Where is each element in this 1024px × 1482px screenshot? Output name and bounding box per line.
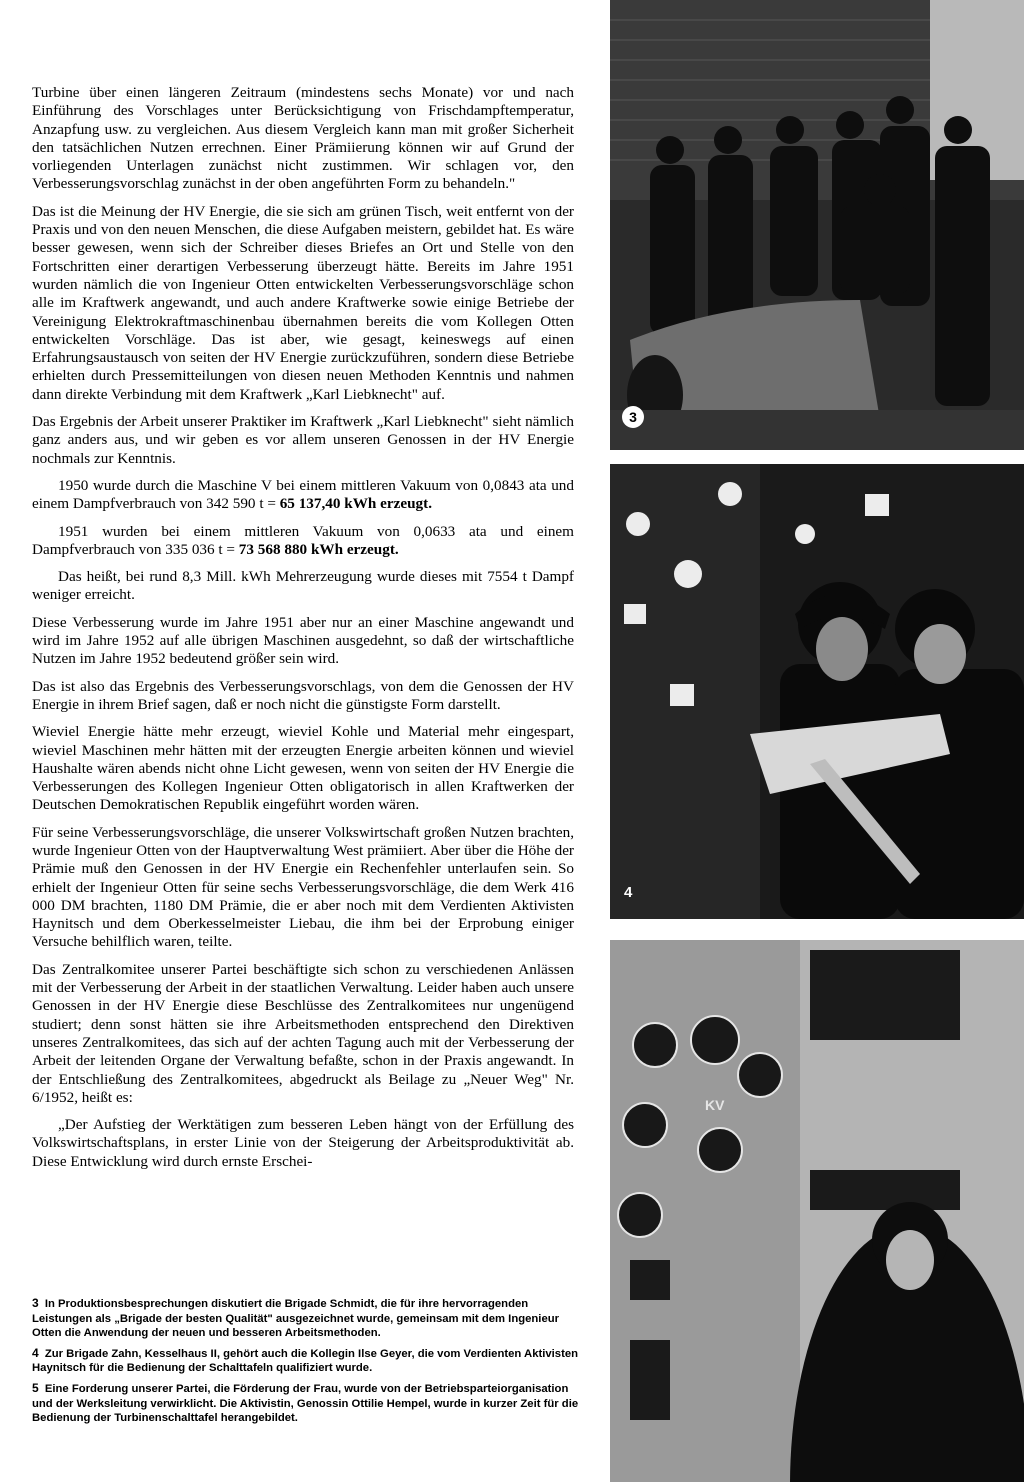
photo-turbine-panel-operator <box>610 940 1024 1482</box>
photo-brigade-image <box>610 0 1024 450</box>
paragraph-extension: Diese Verbesserung wurde im Jahre 1951 aber nur an einer Maschine angewandt und wird im Jahre 1952 auf alle übrigen Maschinen ausgedehnt, so daß der wirtschaftliche Nutzen im Jahre 1952 bedeutend größer sein wird. <box>32 613 574 668</box>
paragraph-central-committee: Das Zentralkomitee unserer Partei beschäftigte sich schon zu verschiedenen Anlässen mit der Verbesserung der Arbeit in der staatlichen Verwaltung. Leider haben auch unsere Genossen in der HV Energie diese Beschlüsse des Zentralkomitees nur ungenügend studiert; denn sonst hätten sie ihre Arbeitsmethoden entsprechend den Direktiven unseres Zentralkomitees, das sich auf der achten Tagung auch mit der Verbesserung der Arbeit der leitenden Organe der Verwaltung befaßte, schon in der Praxis angewandt. In der Entschließung des Zentralkomitees, abgedruckt als Beilage zu „Neuer Weg" Nr. 6/1952, heißt es: <box>32 960 574 1106</box>
caption-5 <box>32 1381 580 1426</box>
caption-number: 3 <box>32 1296 39 1310</box>
caption-text: Zur Brigade Zahn, Kesselhaus II, gehört auch die Kollegin Ilse Geyer, die vom Verdienten Aktivisten Haynitsch für die Bedienung der Schalttafeln qualifiziert wurde. <box>32 1347 579 1375</box>
caption-4 <box>32 1346 580 1376</box>
photo-control-panel-training <box>610 464 1024 919</box>
value-1951-output: 73 568 880 kWh erzeugt. <box>238 540 399 558</box>
photo-number-label: 4 <box>624 884 633 901</box>
article-column <box>32 84 574 1180</box>
paragraph-result-intro: Das Ergebnis der Arbeit unserer Praktiker im Kraftwerk „Karl Liebknecht" sieht nämlich ganz anders aus, und wir geben es vor allem unseren Genossen in der HV Energie nochmals zur Kenntnis. <box>32 413 574 467</box>
paragraph-quote-end: Turbine über einen längeren Zeitraum (mindestens sechs Monate) vor und nach Einführung des Vorschlages unter Berücksichtigung von Frischdampftemperatur, Anzapfung usw. zu vergleichen. Aus diesem Vergleich kann man mit großer Sicherheit den tatsächlichen Nutzen errechnen. Einer Prämiierung können wir auf Grund der vorliegenden Unterlagen zunächst nicht zustimmen. Wir schlagen vor, den Verbesserungsvorschlag zunächst in der oben angeführten Form zu behandeln." <box>32 84 574 193</box>
gauge-label: KV <box>705 1097 725 1113</box>
paragraph-premium: Für seine Verbesserungsvorschläge, die unserer Volkswirtschaft großen Nutzen brachten, wurde Ingenieur Otten von der Hauptverwaltung West prämiiert. Aber über die Höhe der Prämie muß den Genossen in der HV Energie ein Rechenfehler unterlaufen sein. So erhielt der Ingenieur Otten für seine sechs Verbesserungsvorschläge, die dem Werk 416 000 DM brachten, 1180 DM Prämie, die er aber noch mit dem Verdienten Aktivisten Haynitsch und dem Oberkesselmeister Liebau, die ihm bei der Erprobung einiger Versuche behilflich waren, teilte. <box>32 823 574 951</box>
caption-3 <box>32 1296 580 1341</box>
photo-brigade-discussion <box>610 0 1024 450</box>
photo-turbine-panel-image <box>610 940 1024 1482</box>
paragraph-hv-opinion: Das ist die Meinung der HV Energie, die sie sich am grünen Tisch, weit entfernt von der Praxis und von den neuen Menschen, die diese Aufgaben meistern, gebildet hat. Es wäre besser gewesen, wenn sich der Schreiber dieses Briefes an Ort und Stelle von den Fortschritten einer derartigen Verbesserung überzeugt hätte. Bereits im Jahre 1951 wurden nämlich die von Ingenieur Otten entwickelten Verbesserungsvorschläge schon alle im Kraftwerk angewandt, und auch andere Kraftwerke sowie einige Betriebe der Vereinigung Elektrokraftmaschinenbau übernahmen bereits die vom Kollegen Otten entwickelten Vorschläge. Das ist aber, wie gesagt, keineswegs auf einen Erfahrungsaustausch von seiten der HV Energie zurückzuführen, sondern diese Betriebe erhielten durch Pressemitteilungen von diesen neuen Methoden Kenntnis und nahmen dann direkte Verbindung mit dem Kraftwerk „Karl Liebknecht" auf. <box>32 202 574 403</box>
text-1950-measure: 1950 wurde durch die Maschine V bei einem mittleren Vakuum von 0,0843 ata und einem Dampfverbrauch von 342 590 t = <box>32 476 574 513</box>
paragraph-savings: Das heißt, bei rund 8,3 Mill. kWh Mehrerzeugung wurde dieses mit 7554 t Dampf weniger erreicht. <box>32 568 574 604</box>
caption-number: 5 <box>32 1380 39 1395</box>
caption-number: 4 <box>32 1345 39 1360</box>
value-1950-output: 65 137,40 kWh erzeugt. <box>279 495 432 513</box>
photo-number-badge: 3 <box>622 406 644 428</box>
photo-control-panel-image <box>610 464 1024 919</box>
caption-text: Eine Forderung unserer Partei, die Förderung der Frau, wurde von der Betriebsparteiorganisation und der Werksleitung verwirklicht. Die Aktivistin, Genossin Ottilie Hempel, wurde in kurzer Zeit für die Bedienung der Turbinenschalttafel herangebildet. <box>32 1382 579 1425</box>
paragraph-lost-energy: Wieviel Energie hätte mehr erzeugt, wieviel Kohle und Material mehr eingespart, wieviel Maschinen mehr hätten mit der erzeugten Energie arbeiten können und wieviel Haushalte wären abends nicht ohne Licht gewesen, wenn von seiten der HV Energie die Verbesserungen des Kollegen Ingenieur Otten obligatorisch in allen Kraftwerken der Deutschen Demokratischen Republik eingeführt worden wären. <box>32 723 574 814</box>
caption-text: In Produktionsbesprechungen diskutiert die Brigade Schmidt, die für ihre hervorragenden Leistungen als „Brigade der besten Qualität" ausgezeichnet wurde, gemeinsam mit dem Ingenieur Otten die Anwendung der neuen und besseren Arbeitsmethoden. <box>32 1298 560 1340</box>
text-1951-measure: 1951 wurden bei einem mittleren Vakuum von 0,0633 ata und einem Dampfverbrauch von 335 036 t = <box>32 522 574 558</box>
paragraph-proposal-result: Das ist also das Ergebnis des Verbesserungsvorschlags, von dem die Genossen der HV Energie in ihrem Brief sagen, daß er noch nicht die günstigste Form darstellt. <box>32 677 574 713</box>
paragraph-resolution-quote: „Der Aufstieg der Werktätigen zum besseren Leben hängt von der Erfüllung des Volkswirtschaftsplans, in erster Linie von der Steigerung der Arbeitsproduktivität ab. Diese Entwicklung wird durch ernste Erschei- <box>32 1116 574 1170</box>
paragraph-1951-result <box>32 523 574 560</box>
paragraph-1950-result <box>32 477 574 514</box>
photo-captions <box>32 1296 580 1431</box>
